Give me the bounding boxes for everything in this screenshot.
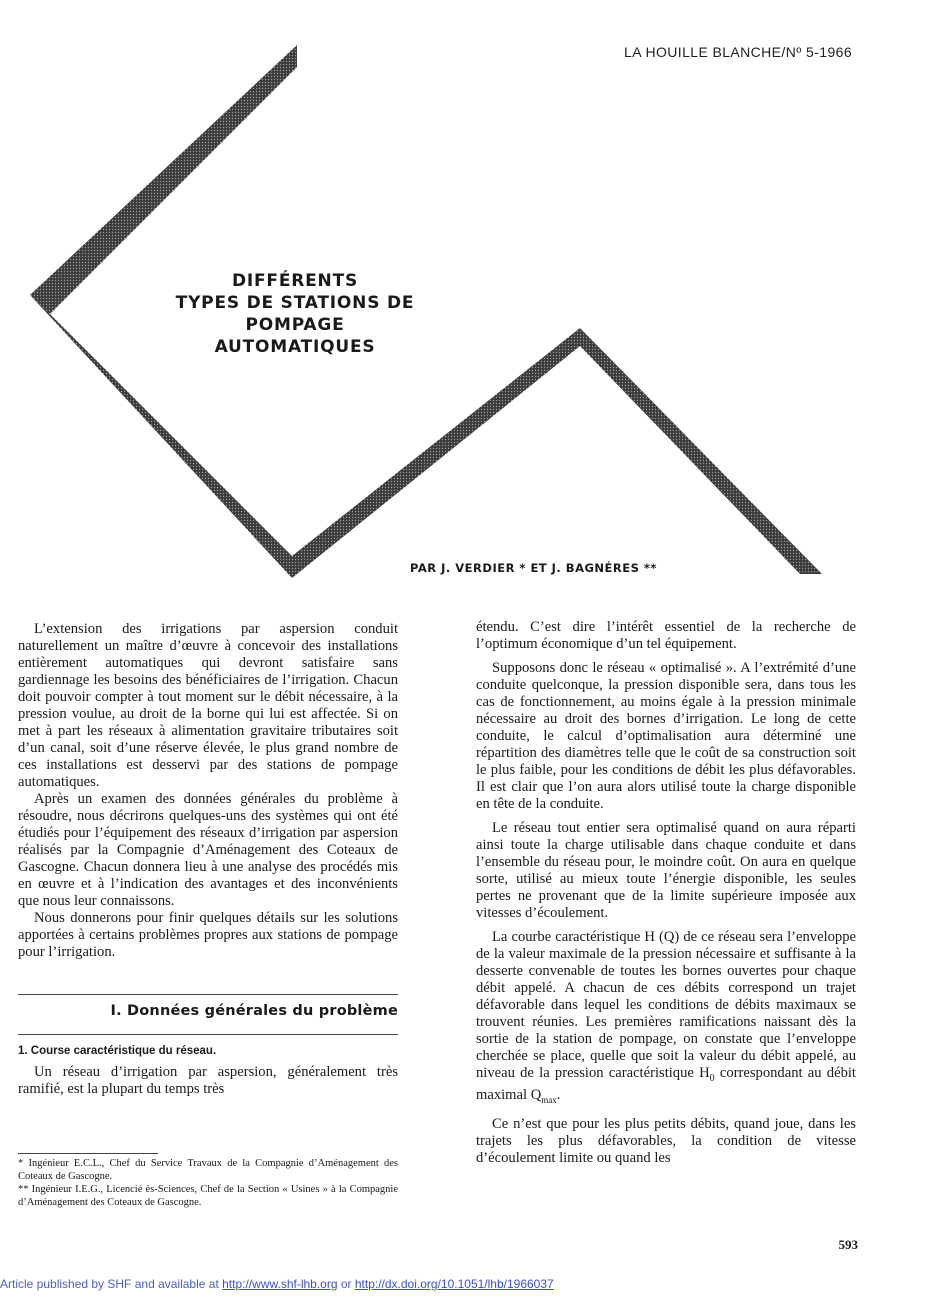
paragraph: Un réseau d’irrigation par aspersion, généralement très ramifié, est la plupart du temps très	[18, 1064, 398, 1097]
title-line: AUTOMATIQUES	[214, 337, 376, 357]
title-line: DIFFÉRENTS	[231, 271, 359, 291]
footnote-rule	[18, 1153, 158, 1154]
page-number: 593	[838, 1237, 858, 1252]
text-run: La courbe caractéristique H (Q) de ce réseau sera l’enveloppe de la valeur maximale de la pression nécessaire et suffisante à la desserte convenable de toutes les bornes ouvertes pour chaque débit appelé. A chacun de ces débits correspond un trajet défavorable dans lequel les conditions de débits maximaux se trouvent réunies. Les premières ramifications naissant dès la sortie de la station de pompage, on constate que l’enveloppe cherchée se place, quelle que soit la valeur du débit appelé, au niveau de la pression caractéristique	[476, 929, 856, 1081]
paragraph: L’extension des irrigations par aspersion conduit naturellement un maître d’œuvre à concevoir des installations entièrement automatiques qui devront satisfaire sans gardiennage les besoins des bénéficiaires de l’irrigation. Chacun doit pouvoir compter à tout moment sur le débit nécessaire, à la pression voulue, au droit de la borne qui lui est affectée. Si on met à part les réseaux à alimentation gravitaire tributaires soit d’un canal, soit d’une réserve élevée, le plus grand nombre de ces installations est desservi par des stations de pompage automatiques.	[18, 621, 398, 790]
paragraph: Ce n’est que pour les plus petits débits, quand joue, dans les trajets les plus défavorables, la condition de vitesse d’écoulement limite ou quand les	[476, 1115, 856, 1166]
zigzag-middle-arm	[292, 328, 580, 578]
title-line: POMPAGE	[245, 315, 345, 335]
footnotes	[18, 1153, 398, 1209]
symbol-qmax: $Q_{max}$	[530, 1086, 557, 1105]
text-run: .	[556, 1086, 561, 1103]
footnote: * Ingénieur E.C.L., Chef du Service Travaux de la Compagnie d’Aménagement des Coteaux de Gascogne.	[18, 1158, 398, 1182]
publication-credit	[0, 1277, 930, 1291]
credit-or: or	[337, 1277, 355, 1291]
symbol-h0: $H_0$	[699, 1065, 715, 1084]
author-line: PAR J. VERDIER * ET J. BAGNÉRES **	[410, 561, 657, 575]
doi-link[interactable]: http://dx.doi.org/10.1051/lhb/1966037	[354, 1277, 554, 1291]
section-rule	[18, 994, 398, 995]
footnote: ** Ingénieur I.E.G., Licencié ès-Sciences, Chef de la Section « Usines » à la Compagnie d’Aménagement des Coteaux de Gascogne.	[18, 1184, 398, 1208]
paragraph: Après un examen des données générales du problème à résoudre, nous décrirons quelques-uns des systèmes qui ont été étudiés pour l’équipement des réseaux d’irrigation par aspersion réalisés par la Compagnie d’Aménagement des Coteaux de Gascogne. Chacun donnera lieu à une analyse des procédés mis en œuvre et à l’indication des avantages et des inconvénients que nous leur connaissons.	[18, 791, 398, 909]
shf-link[interactable]: http://www.shf-lhb.org	[222, 1277, 338, 1291]
text-run: correspondant au débit maximal	[476, 1065, 856, 1103]
article-title	[150, 270, 440, 358]
subsection-heading: 1. Course caractéristique du réseau.	[18, 1045, 217, 1057]
zigzag-decoration	[0, 0, 930, 600]
paragraph: Supposons donc le réseau « optimalisé ». A l’extrémité d’une conduite quelconque, la pression disponible sera, dans tous les cas de fonctionnement, au moins égale à la pression minimale nécessaire au droit des bornes d’irrigation. Le long de cette conduite, le calcul d’optimalisation aura déterminé une répartition des diamètres telle que le coût de sa construction soit le plus faible, pour les conditions de débit les plus défavorables. Il est clair que l’on aura alors utilisé toute la charge disponible en tête de la conduite.	[476, 660, 856, 812]
paragraph: Le réseau tout entier sera optimalisé quand on aura réparti ainsi toute la charge utilisable dans chaque conduite et dans l’ensemble du réseau pour, le moindre coût. On aura en quelque sorte, utilisé au mieux toute l’énergie disponible, les seules pertes ne provenant que de la limite supérieure imposée aux vitesses d’écoulement.	[476, 820, 856, 921]
journal-header: LA HOUILLE BLANCHE/Nº 5-1966	[624, 44, 852, 60]
section-heading: I. Données générales du problème	[110, 1003, 398, 1019]
title-line: TYPES DE STATIONS DE	[175, 293, 415, 313]
paragraph: Nous donnerons pour finir quelques détails sur les solutions apportées à certains problèmes propres aux stations de pompage pour l’irrigation.	[18, 910, 398, 960]
left-column	[18, 621, 398, 1098]
credit-prefix: Article published by SHF and available at	[0, 1277, 223, 1291]
paragraph-characteristic-curve	[476, 929, 856, 1109]
paragraph: étendu. C’est dire l’intérêt essentiel de la recherche de l’optimum économique d’un tel équipement.	[476, 619, 856, 652]
zigzag-right-arm	[580, 328, 822, 574]
right-column	[476, 619, 856, 1167]
